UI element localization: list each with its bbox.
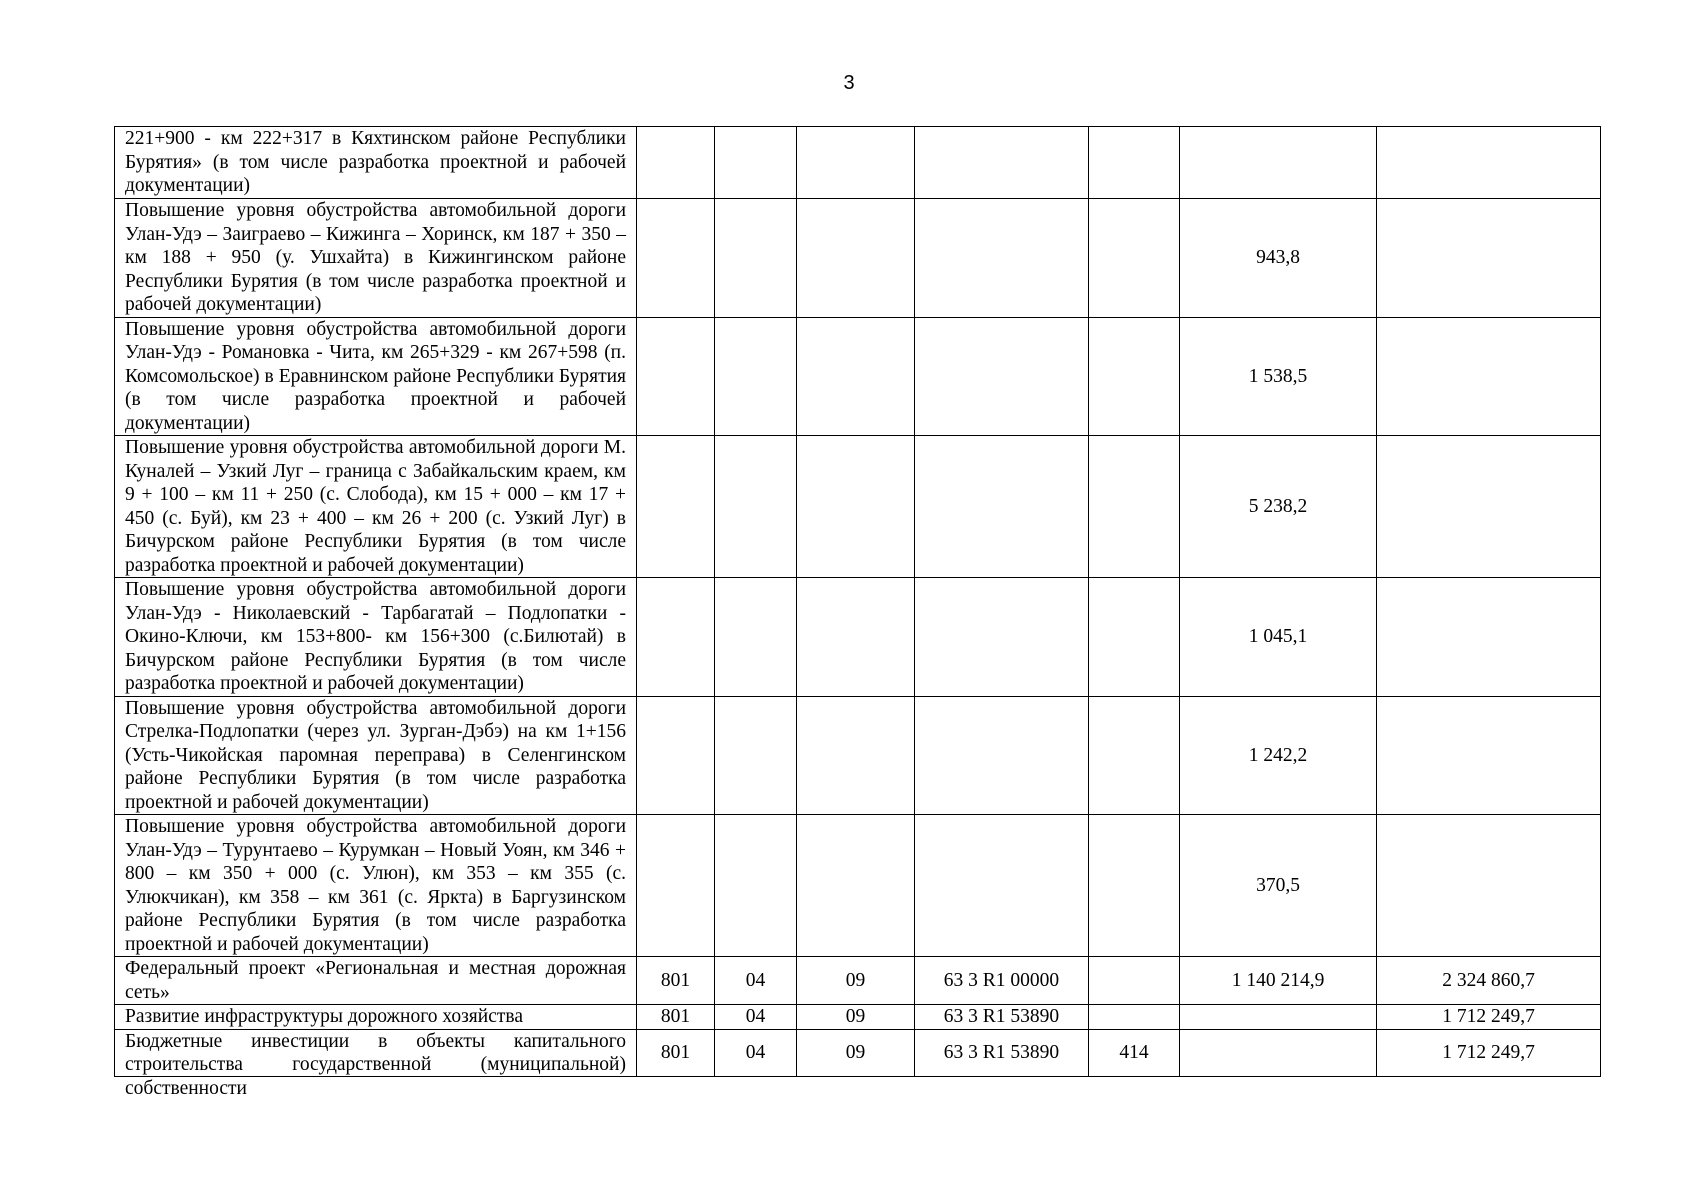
total-amount-cell [1377,317,1601,436]
target-article-cell [915,199,1089,318]
budget-table [114,126,1601,1099]
row-name-text: Бюджетные инвестиции в объекты капитального строительства государственной (муниципальной) собственности [125,1030,626,1099]
total-amount-cell [1377,696,1601,815]
amount-cell: 1 242,2 [1180,696,1377,815]
total-amount-cell: 2 324 860,7 [1377,957,1601,1005]
row-name-cell: Повышение уровня обустройства автомобильной дороги Стрелка-Подлопатки (через ул. Зурган-Дэбэ) на км 1+156 (Усть-Чикойская паромная переправа) в Селенгинском районе Республики Бурятия (в том числе разработка проектной и рабочей документации) [115,696,637,815]
expense-type-cell [1089,1005,1180,1030]
amount-cell: 5 238,2 [1180,436,1377,578]
row-name-cell: Повышение уровня обустройства автомобильной дороги Улан-Удэ – Турунтаево – Курумкан – Новый Уоян, км 346 + 800 – км 350 + 000 (с. Улюн), км 353 – км 355 (с. Улюкчикан), км 358 – км 361 (с. Яркта) в Баргузинском районе Республики Бурятия (в том числе разработка проектной и рабочей документации) [115,815,637,957]
expense-type-cell: 414 [1089,1029,1180,1076]
row-name-cell: Федеральный проект «Региональная и местная дорожная сеть» [115,957,637,1005]
subsection-code-cell [797,436,915,578]
subsection-code-cell: 09 [797,1029,915,1076]
subsection-code-cell: 09 [797,957,915,1005]
subsection-code-cell [797,696,915,815]
subsection-code-cell [797,127,915,199]
row-name-cell [115,1029,637,1099]
expense-type-cell [1089,815,1180,957]
row-name-cell: Повышение уровня обустройства автомобильной дороги Улан-Удэ - Николаевский - Тарбагатай – Подлопатки - Окино-Ключи, км 153+800- км 156+300 (с.Билютай) в Бичурском районе Республики Бурятия (в том числе разработка проектной и рабочей документации) [115,578,637,697]
target-article-cell: 63 3 R1 53890 [915,1029,1089,1076]
section-code-cell [715,127,797,199]
subsection-code-cell: 09 [797,1005,915,1030]
department-code-cell [637,436,715,578]
department-code-cell [637,815,715,957]
subsection-code-cell [797,578,915,697]
target-article-cell [915,815,1089,957]
total-amount-cell [1377,578,1601,697]
department-code-cell: 801 [637,1029,715,1076]
total-amount-cell [1377,127,1601,199]
amount-cell: 1 045,1 [1180,578,1377,697]
section-code-cell: 04 [715,957,797,1005]
target-article-cell [915,317,1089,436]
target-article-cell: 63 3 R1 53890 [915,1005,1089,1030]
section-code-cell [715,578,797,697]
amount-cell [1180,1029,1377,1076]
target-article-cell [915,127,1089,199]
department-code-cell [637,696,715,815]
row-name-cell: Повышение уровня обустройства автомобильной дороги Улан-Удэ – Заиграево – Кижинга – Хоринск, км 187 + 350 – км 188 + 950 (у. Ушхайта) в Кижингинском районе Республики Бурятия (в том числе разработка проектной и рабочей документации) [115,199,637,318]
section-code-cell [715,199,797,318]
subsection-code-cell [797,199,915,318]
section-code-cell: 04 [715,1029,797,1076]
department-code-cell [637,578,715,697]
table-row [115,957,1601,1005]
amount-cell [1180,1005,1377,1030]
target-article-cell [915,436,1089,578]
row-name-cell: Повышение уровня обустройства автомобильной дороги М. Куналей – Узкий Луг – граница с Забайкальским краем, км 9 + 100 – км 11 + 250 (с. Слобода), км 15 + 000 – км 17 + 450 (с. Буй), км 23 + 400 – км 26 + 200 (с. Узкий Луг) в Бичурском районе Республики Бурятия (в том числе разработка проектной и рабочей документации) [115,436,637,578]
table-row [115,127,1601,199]
table-row [115,578,1601,697]
table-row [115,199,1601,318]
page-number: 3 [843,72,855,94]
row-name-cell: Повышение уровня обустройства автомобильной дороги Улан-Удэ - Романовка - Чита, км 265+329 - км 267+598 (п. Комсомольское) в Еравнинском районе Республики Бурятия (в том числе разработка проектной и рабочей документации) [115,317,637,436]
section-code-cell [715,696,797,815]
expense-type-cell [1089,199,1180,318]
amount-cell: 943,8 [1180,199,1377,318]
expense-type-cell [1089,436,1180,578]
section-code-cell [715,815,797,957]
subsection-code-cell [797,815,915,957]
total-amount-cell [1377,436,1601,578]
expense-type-cell [1089,957,1180,1005]
target-article-cell [915,578,1089,697]
table-row [115,1005,1601,1030]
table-row [115,1029,1601,1076]
table-row [115,815,1601,957]
amount-cell: 370,5 [1180,815,1377,957]
target-article-cell [915,696,1089,815]
expense-type-cell [1089,578,1180,697]
amount-cell: 1 140 214,9 [1180,957,1377,1005]
amount-cell [1180,127,1377,199]
table-row [115,436,1601,578]
expense-type-cell [1089,317,1180,436]
amount-cell: 1 538,5 [1180,317,1377,436]
total-amount-cell: 1 712 249,7 [1377,1005,1601,1030]
section-code-cell [715,436,797,578]
row-name-cell: Развитие инфраструктуры дорожного хозяйства [115,1005,637,1030]
target-article-cell: 63 3 R1 00000 [915,957,1089,1005]
department-code-cell: 801 [637,957,715,1005]
department-code-cell [637,317,715,436]
expense-type-cell [1089,127,1180,199]
section-code-cell: 04 [715,1005,797,1030]
department-code-cell [637,127,715,199]
department-code-cell [637,199,715,318]
expense-type-cell [1089,696,1180,815]
department-code-cell: 801 [637,1005,715,1030]
table-row [115,696,1601,815]
total-amount-cell: 1 712 249,7 [1377,1029,1601,1076]
total-amount-cell [1377,199,1601,318]
section-code-cell [715,317,797,436]
subsection-code-cell [797,317,915,436]
row-name-cell: 221+900 - км 222+317 в Кяхтинском районе Республики Бурятия» (в том числе разработка проектной и рабочей документации) [115,127,637,199]
table-row [115,317,1601,436]
total-amount-cell [1377,815,1601,957]
